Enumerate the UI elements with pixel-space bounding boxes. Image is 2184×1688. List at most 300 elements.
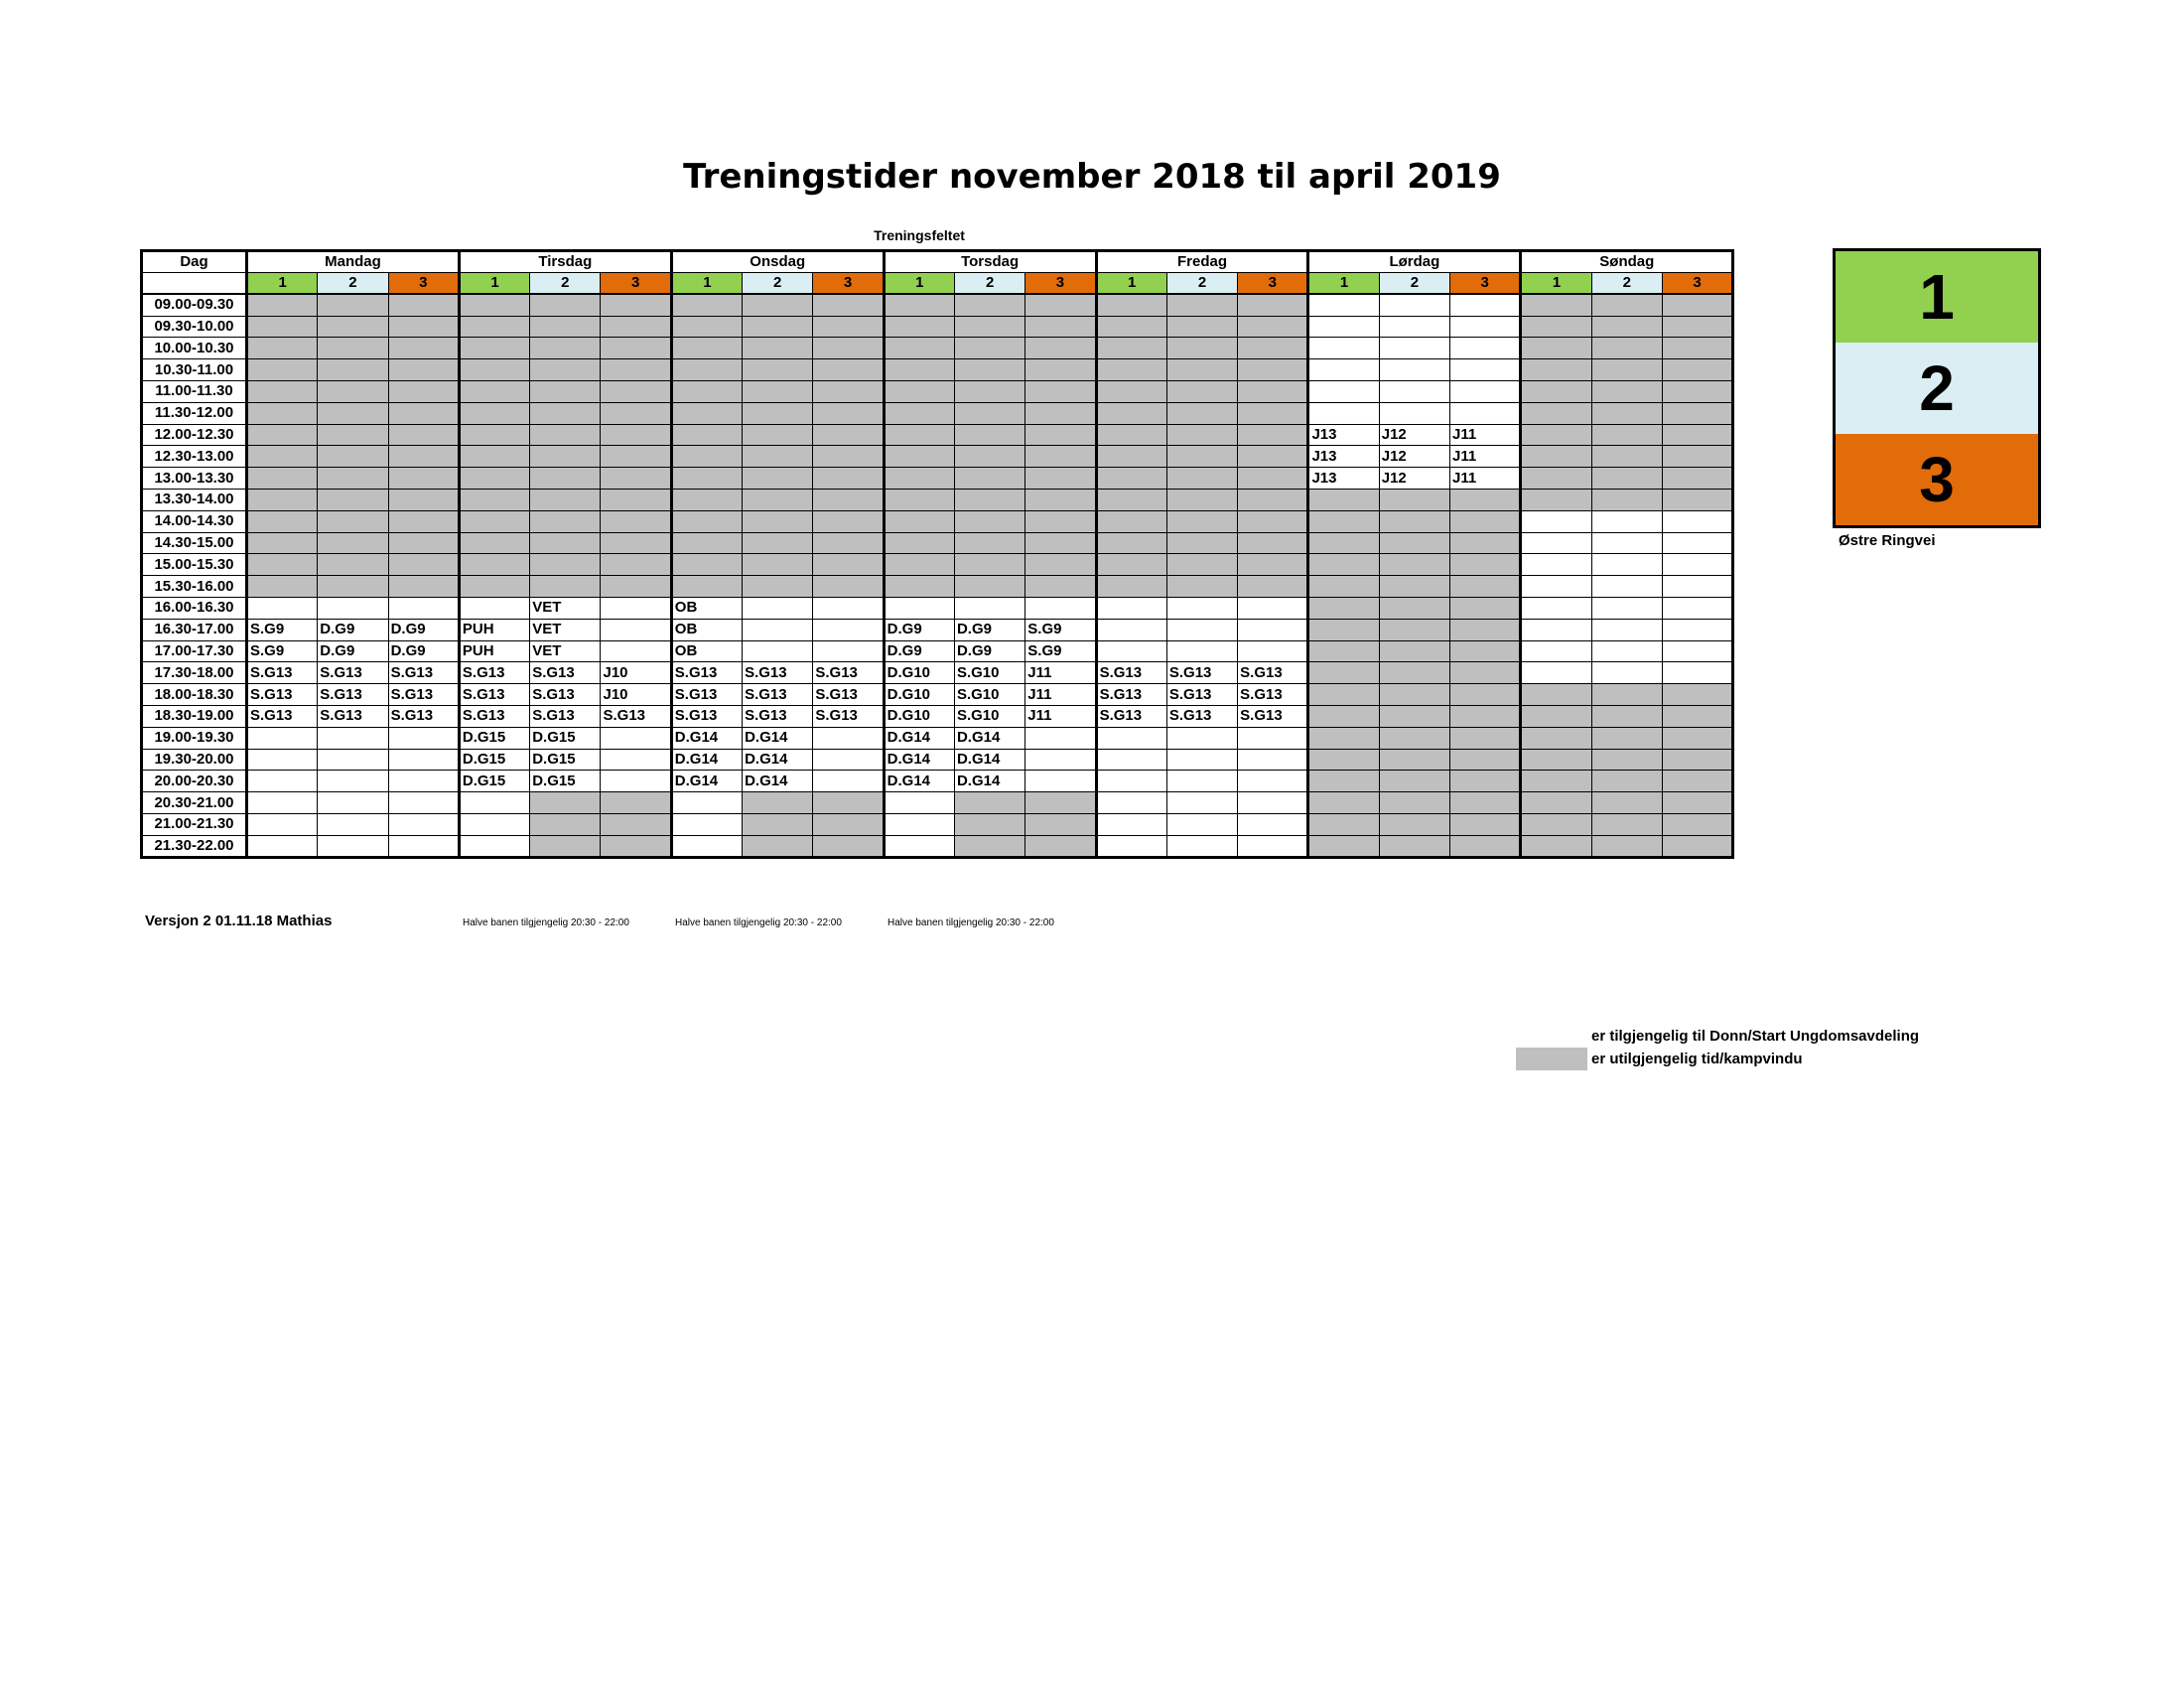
- schedule-cell: [671, 792, 742, 814]
- unavailable-cell: [1025, 576, 1096, 598]
- unavailable-cell: [1450, 662, 1521, 684]
- field-header: 1: [1521, 273, 1591, 295]
- schedule-cell: S.G13: [388, 684, 459, 706]
- schedule-cell: S.G9: [1025, 619, 1096, 640]
- unavailable-cell: [459, 294, 529, 316]
- field-header: 2: [1379, 273, 1449, 295]
- unavailable-cell: [1379, 576, 1449, 598]
- schedule-cell: [1238, 792, 1308, 814]
- schedule-cell: [1450, 359, 1521, 381]
- unavailable-cell: [1238, 316, 1308, 338]
- unavailable-cell: [743, 489, 813, 510]
- time-row: [142, 489, 1733, 510]
- unavailable-cell: [813, 316, 884, 338]
- unavailable-cell: [1308, 813, 1379, 835]
- unavailable-cell: [1308, 489, 1379, 510]
- schedule-cell: [1591, 640, 1662, 662]
- unavailable-cell: [954, 532, 1024, 554]
- unavailable-cell: [813, 835, 884, 857]
- schedule-cell: VET: [530, 619, 601, 640]
- time-row: [142, 576, 1733, 598]
- unavailable-cell: [1662, 424, 1732, 446]
- schedule-cell: [1450, 294, 1521, 316]
- schedule-cell: [1308, 359, 1379, 381]
- schedule-cell: [601, 619, 671, 640]
- unavailable-cell: [1521, 402, 1591, 424]
- unavailable-cell: [1166, 532, 1237, 554]
- schedule-cell: [743, 640, 813, 662]
- schedule-cell: D.G14: [884, 749, 954, 771]
- unavailable-cell: [1450, 684, 1521, 706]
- unavailable-cell: [743, 554, 813, 576]
- time-label: 14.00-14.30: [142, 510, 247, 532]
- unavailable-cell: [671, 468, 742, 490]
- unavailable-cell: [530, 338, 601, 359]
- unavailable-cell: [1096, 359, 1166, 381]
- schedule-cell: [1166, 640, 1237, 662]
- time-row: [142, 294, 1733, 316]
- unavailable-cell: [1166, 446, 1237, 468]
- unavailable-cell: [1308, 510, 1379, 532]
- unavailable-cell: [1450, 813, 1521, 835]
- unavailable-cell: [1238, 576, 1308, 598]
- unavailable-cell: [743, 402, 813, 424]
- schedule-cell: [1166, 619, 1237, 640]
- unavailable-cell: [1308, 705, 1379, 727]
- unavailable-cell: [884, 446, 954, 468]
- unavailable-cell: [1379, 510, 1449, 532]
- time-row: [142, 468, 1733, 490]
- unavailable-cell: [1450, 510, 1521, 532]
- unavailable-cell: [388, 510, 459, 532]
- time-row: [142, 446, 1733, 468]
- unavailable-cell: [530, 792, 601, 814]
- unavailable-cell: [1096, 316, 1166, 338]
- field-header: 1: [247, 273, 318, 295]
- unavailable-cell: [954, 316, 1024, 338]
- unavailable-cell: [743, 468, 813, 490]
- unavailable-cell: [954, 424, 1024, 446]
- time-label: 19.30-20.00: [142, 749, 247, 771]
- schedule-cell: S.G13: [388, 662, 459, 684]
- unavailable-cell: [247, 468, 318, 490]
- unavailable-cell: [601, 338, 671, 359]
- schedule-cell: S.G13: [247, 684, 318, 706]
- time-label: 16.00-16.30: [142, 597, 247, 619]
- dag-label: Dag: [142, 251, 247, 273]
- schedule-cell: [1166, 749, 1237, 771]
- schedule-cell: [1379, 294, 1449, 316]
- schedule-cell: [1662, 619, 1732, 640]
- schedule-cell: J12: [1379, 468, 1449, 490]
- unavailable-cell: [601, 380, 671, 402]
- field-legend-2: 2: [1836, 343, 2038, 434]
- schedule-cell: [388, 813, 459, 835]
- schedule-cell: J11: [1450, 468, 1521, 490]
- schedule-cell: [318, 813, 388, 835]
- unavailable-cell: [1096, 446, 1166, 468]
- unavailable-cell: [1238, 554, 1308, 576]
- unavailable-cell: [318, 510, 388, 532]
- unavailable-cell: [1379, 705, 1449, 727]
- unavailable-cell: [388, 402, 459, 424]
- time-row: [142, 316, 1733, 338]
- field-header: 3: [388, 273, 459, 295]
- unavailable-cell: [813, 510, 884, 532]
- schedule-cell: D.G10: [884, 684, 954, 706]
- unavailable-cell: [247, 402, 318, 424]
- schedule-cell: [1096, 619, 1166, 640]
- schedule-cell: D.G14: [954, 727, 1024, 749]
- unavailable-cell: [743, 380, 813, 402]
- unavailable-cell: [1450, 576, 1521, 598]
- unavailable-cell: [601, 576, 671, 598]
- unavailable-cell: [1379, 489, 1449, 510]
- schedule-cell: D.G15: [459, 727, 529, 749]
- schedule-cell: [954, 597, 1024, 619]
- schedule-cell: [1166, 835, 1237, 857]
- schedule-cell: [1238, 835, 1308, 857]
- unavailable-cell: [743, 510, 813, 532]
- unavailable-cell: [1450, 554, 1521, 576]
- unavailable-cell: [388, 446, 459, 468]
- unavailable-cell: [671, 359, 742, 381]
- unavailable-cell: [1308, 835, 1379, 857]
- unavailable-cell: [1166, 294, 1237, 316]
- unavailable-cell: [247, 316, 318, 338]
- unavailable-cell: [1379, 554, 1449, 576]
- unavailable-cell: [318, 338, 388, 359]
- unavailable-cell: [247, 554, 318, 576]
- unavailable-cell: [459, 316, 529, 338]
- unavailable-cell: [1662, 684, 1732, 706]
- unavailable-cell: [813, 294, 884, 316]
- unavailable-cell: [601, 424, 671, 446]
- time-label: 13.30-14.00: [142, 489, 247, 510]
- unavailable-cell: [1025, 489, 1096, 510]
- unavailable-cell: [1662, 727, 1732, 749]
- unavailable-cell: [1025, 424, 1096, 446]
- schedule-cell: D.G14: [884, 727, 954, 749]
- unavailable-cell: [388, 338, 459, 359]
- schedule-cell: [1238, 771, 1308, 792]
- unavailable-cell: [1662, 468, 1732, 490]
- schedule-cell: OB: [671, 640, 742, 662]
- time-row: [142, 554, 1733, 576]
- schedule-cell: [813, 640, 884, 662]
- unavailable-cell: [318, 576, 388, 598]
- unavailable-cell: [1591, 489, 1662, 510]
- schedule-cell: [1096, 727, 1166, 749]
- field-legend-1: 1: [1836, 251, 2038, 343]
- schedule-cell: D.G15: [459, 749, 529, 771]
- schedule-cell: [1166, 771, 1237, 792]
- unavailable-cell: [530, 489, 601, 510]
- schedule-cell: [1591, 554, 1662, 576]
- unavailable-cell: [1379, 771, 1449, 792]
- unavailable-cell: [530, 446, 601, 468]
- unavailable-cell: [1096, 380, 1166, 402]
- schedule-cell: [1450, 338, 1521, 359]
- unavailable-cell: [530, 468, 601, 490]
- field-header: 1: [671, 273, 742, 295]
- unavailable-cell: [1450, 532, 1521, 554]
- schedule-cell: [1450, 316, 1521, 338]
- schedule-cell: [1166, 727, 1237, 749]
- time-label: 18.00-18.30: [142, 684, 247, 706]
- schedule-cell: D.G9: [388, 619, 459, 640]
- schedule-cell: S.G13: [318, 662, 388, 684]
- unavailable-cell: [1591, 684, 1662, 706]
- schedule-cell: [1096, 749, 1166, 771]
- schedule-cell: [1238, 813, 1308, 835]
- unavailable-cell: [1096, 402, 1166, 424]
- unavailable-cell: [884, 532, 954, 554]
- unavailable-cell: [954, 489, 1024, 510]
- unavailable-cell: [813, 554, 884, 576]
- unavailable-cell: [1308, 771, 1379, 792]
- unavailable-cell: [813, 380, 884, 402]
- schedule-cell: [1521, 532, 1591, 554]
- unavailable-cell: [247, 576, 318, 598]
- schedule-cell: [247, 771, 318, 792]
- schedule-cell: VET: [530, 597, 601, 619]
- day-header: Mandag: [247, 251, 460, 273]
- schedule-cell: [1308, 380, 1379, 402]
- unavailable-cell: [1521, 835, 1591, 857]
- unavailable-cell: [318, 489, 388, 510]
- schedule-cell: [1662, 532, 1732, 554]
- schedule-cell: [671, 835, 742, 857]
- unavailable-cell: [1238, 294, 1308, 316]
- unavailable-cell: [1238, 468, 1308, 490]
- schedule-cell: J11: [1025, 705, 1096, 727]
- unavailable-cell: [1450, 835, 1521, 857]
- schedule-cell: [601, 597, 671, 619]
- unavailable-cell: [1591, 338, 1662, 359]
- unavailable-cell: [813, 532, 884, 554]
- schedule-cell: D.G15: [459, 771, 529, 792]
- time-row: [142, 749, 1733, 771]
- field-subtitle: Treningsfeltet: [874, 227, 965, 243]
- schedule-cell: [1166, 813, 1237, 835]
- day-header: Lørdag: [1308, 251, 1521, 273]
- unavailable-cell: [1662, 835, 1732, 857]
- schedule-cell: S.G13: [247, 705, 318, 727]
- blank-header-cell: [142, 273, 247, 295]
- schedule-cell: D.G14: [743, 771, 813, 792]
- page-title: Treningstider november 2018 til april 2019: [683, 157, 1501, 197]
- time-row: [142, 835, 1733, 857]
- schedule-cell: [884, 597, 954, 619]
- unavailable-cell: [459, 532, 529, 554]
- unavailable-cell: [247, 446, 318, 468]
- schedule-cell: S.G13: [671, 662, 742, 684]
- schedule-cell: [388, 749, 459, 771]
- unavailable-cell: [1238, 424, 1308, 446]
- unavailable-cell: [1166, 402, 1237, 424]
- unavailable-cell: [247, 489, 318, 510]
- day-header: Tirsdag: [459, 251, 671, 273]
- schedule-cell: D.G9: [954, 640, 1024, 662]
- schedule-cell: [459, 835, 529, 857]
- unavailable-cell: [884, 510, 954, 532]
- unavailable-cell: [1450, 640, 1521, 662]
- schedule-cell: S.G10: [954, 705, 1024, 727]
- unavailable-cell: [318, 532, 388, 554]
- schedule-cell: [1166, 792, 1237, 814]
- schedule-cell: [601, 771, 671, 792]
- schedule-cell: D.G15: [530, 749, 601, 771]
- unavailable-cell: [601, 359, 671, 381]
- schedule-cell: S.G13: [1096, 662, 1166, 684]
- unavailable-cell: [1379, 684, 1449, 706]
- unavailable-cell: [1521, 446, 1591, 468]
- unavailable-cell: [530, 294, 601, 316]
- schedule-cell: [388, 597, 459, 619]
- schedule-cell: [1450, 402, 1521, 424]
- schedule-cell: S.G13: [1238, 705, 1308, 727]
- unavailable-cell: [459, 554, 529, 576]
- field-header: 1: [1096, 273, 1166, 295]
- schedule-cell: S.G13: [530, 662, 601, 684]
- unavailable-cell: [1591, 424, 1662, 446]
- day-header: Onsdag: [671, 251, 884, 273]
- unavailable-cell: [1379, 749, 1449, 771]
- unavailable-cell: [1521, 489, 1591, 510]
- field-header: 3: [601, 273, 671, 295]
- unavailable-cell: [671, 294, 742, 316]
- schedule-cell: [388, 835, 459, 857]
- unavailable-cell: [247, 510, 318, 532]
- unavailable-cell: [743, 359, 813, 381]
- schedule-cell: [1591, 576, 1662, 598]
- time-row: [142, 510, 1733, 532]
- unavailable-cell: [1025, 380, 1096, 402]
- schedule-cell: D.G14: [671, 771, 742, 792]
- unavailable-cell: [1025, 359, 1096, 381]
- unavailable-cell: [884, 468, 954, 490]
- unavailable-cell: [1521, 684, 1591, 706]
- unavailable-cell: [1238, 359, 1308, 381]
- schedule-cell: S.G13: [743, 684, 813, 706]
- schedule-cell: J10: [601, 684, 671, 706]
- time-label: 15.30-16.00: [142, 576, 247, 598]
- time-row: [142, 813, 1733, 835]
- unavailable-cell: [1450, 771, 1521, 792]
- schedule-cell: D.G9: [318, 640, 388, 662]
- schedule-cell: D.G14: [743, 727, 813, 749]
- unavailable-cell: [743, 294, 813, 316]
- unavailable-cell: [247, 380, 318, 402]
- unavailable-cell: [1379, 532, 1449, 554]
- unavailable-cell: [530, 424, 601, 446]
- unavailable-cell: [388, 489, 459, 510]
- schedule-cell: [601, 727, 671, 749]
- half-field-note-onsdag: Halve banen tilgjengelig 20:30 - 22:00: [675, 917, 842, 928]
- unavailable-cell: [459, 402, 529, 424]
- time-label: 15.00-15.30: [142, 554, 247, 576]
- field-header: 3: [1662, 273, 1732, 295]
- unavailable-cell: [954, 554, 1024, 576]
- schedule-cell: [247, 749, 318, 771]
- schedule-cell: S.G13: [813, 662, 884, 684]
- schedule-cell: [813, 771, 884, 792]
- schedule-cell: [1521, 662, 1591, 684]
- unavailable-cell: [1238, 510, 1308, 532]
- time-row: [142, 532, 1733, 554]
- unavailable-cell: [1308, 532, 1379, 554]
- unavailable-cell: [884, 294, 954, 316]
- unavailable-cell: [318, 380, 388, 402]
- unavailable-cell: [530, 402, 601, 424]
- time-label: 17.30-18.00: [142, 662, 247, 684]
- unavailable-cell: [954, 510, 1024, 532]
- unavailable-cell: [1662, 446, 1732, 468]
- field-header: 2: [318, 273, 388, 295]
- schedule-cell: [318, 771, 388, 792]
- unavailable-cell: [1662, 316, 1732, 338]
- schedule-cell: [884, 835, 954, 857]
- unavailable-cell: [601, 532, 671, 554]
- unavailable-cell: [318, 316, 388, 338]
- unavailable-cell: [884, 316, 954, 338]
- unavailable-cell: [671, 532, 742, 554]
- legend-unavailable-swatch: [1516, 1048, 1587, 1070]
- schedule-cell: [459, 792, 529, 814]
- unavailable-cell: [1308, 684, 1379, 706]
- unavailable-cell: [247, 294, 318, 316]
- time-row: [142, 359, 1733, 381]
- unavailable-cell: [671, 446, 742, 468]
- unavailable-cell: [1662, 359, 1732, 381]
- schedule-cell: [1308, 338, 1379, 359]
- schedule-cell: [1521, 554, 1591, 576]
- unavailable-cell: [530, 554, 601, 576]
- unavailable-cell: [671, 424, 742, 446]
- unavailable-cell: [1096, 338, 1166, 359]
- unavailable-cell: [601, 294, 671, 316]
- schedule-cell: [1379, 359, 1449, 381]
- unavailable-cell: [1591, 446, 1662, 468]
- schedule-cell: [1521, 619, 1591, 640]
- schedule-cell: VET: [530, 640, 601, 662]
- schedule-cell: S.G10: [954, 684, 1024, 706]
- unavailable-cell: [1591, 813, 1662, 835]
- time-row: [142, 380, 1733, 402]
- schedule-cell: [1096, 813, 1166, 835]
- unavailable-cell: [671, 489, 742, 510]
- unavailable-cell: [601, 813, 671, 835]
- unavailable-cell: [247, 532, 318, 554]
- schedule-cell: [601, 640, 671, 662]
- schedule-cell: D.G10: [884, 662, 954, 684]
- unavailable-cell: [1166, 468, 1237, 490]
- schedule-cell: [1308, 402, 1379, 424]
- time-label: 10.30-11.00: [142, 359, 247, 381]
- unavailable-cell: [1379, 727, 1449, 749]
- unavailable-cell: [1662, 294, 1732, 316]
- unavailable-cell: [1379, 813, 1449, 835]
- schedule-cell: [1308, 316, 1379, 338]
- field-header: 2: [1591, 273, 1662, 295]
- schedule-cell: [388, 771, 459, 792]
- unavailable-cell: [318, 359, 388, 381]
- unavailable-cell: [247, 338, 318, 359]
- unavailable-cell: [530, 576, 601, 598]
- field-header: 3: [813, 273, 884, 295]
- schedule-cell: [1238, 597, 1308, 619]
